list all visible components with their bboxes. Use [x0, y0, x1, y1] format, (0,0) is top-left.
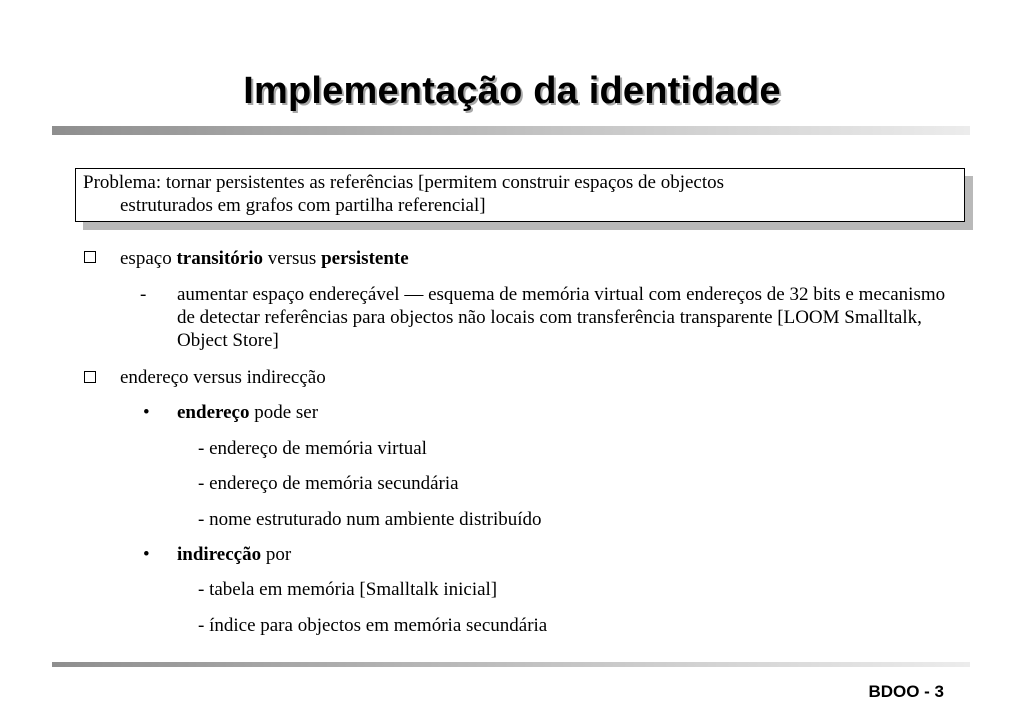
- problem-line-1: Problema: tornar persistentes as referências [permitem construir espaços de objectos: [83, 172, 725, 193]
- square-bullet-icon: [84, 251, 96, 263]
- dot-bullet-icon: •: [143, 402, 150, 423]
- sub-bullet-indirection: [177, 543, 291, 566]
- title-divider: [52, 126, 970, 135]
- bullet-text: pode ser: [249, 402, 319, 423]
- list-item: - endereço de memória virtual: [198, 438, 427, 459]
- bullet-text: espaço: [120, 248, 177, 269]
- bullet-text: versus: [263, 248, 322, 269]
- bullet-transient-persistent: [120, 247, 409, 270]
- sub-bullet-address: [177, 401, 318, 424]
- bullet-text: por: [261, 544, 292, 565]
- list-item: - endereço de memória secundária: [198, 473, 459, 494]
- bullet-address-indirection: endereço versus indirecção: [120, 367, 326, 388]
- problem-line-2: estruturados em grafos com partilha referencial]: [120, 195, 486, 216]
- virtual-memory-description: aumentar espaço endereçável — esquema de memória virtual com endereços de 32 bits e mecanismo de detectar referências para objectos não locais com transferência transparente [LOOM Smalltalk, Object Store]: [177, 284, 946, 351]
- slide-title: Implementação da identidade: [243, 70, 781, 112]
- list-item: - índice para objectos em memória secundária: [198, 615, 548, 636]
- footer-divider: [52, 662, 970, 667]
- square-bullet-icon: [84, 371, 96, 383]
- slide-number: BDOO - 3: [868, 682, 944, 701]
- dash-marker: -: [140, 284, 147, 305]
- dot-bullet-icon: •: [143, 544, 150, 565]
- list-item: - nome estruturado num ambiente distribuído: [198, 509, 542, 530]
- bullet-bold-term: endereço: [177, 402, 250, 423]
- bullet-bold-term: transitório: [176, 248, 263, 269]
- list-item: - tabela em memória [Smalltalk inicial]: [198, 579, 498, 600]
- bullet-bold-term: persistente: [321, 248, 409, 269]
- problem-box: [75, 168, 965, 222]
- bullet-bold-term: indirecção: [177, 544, 262, 565]
